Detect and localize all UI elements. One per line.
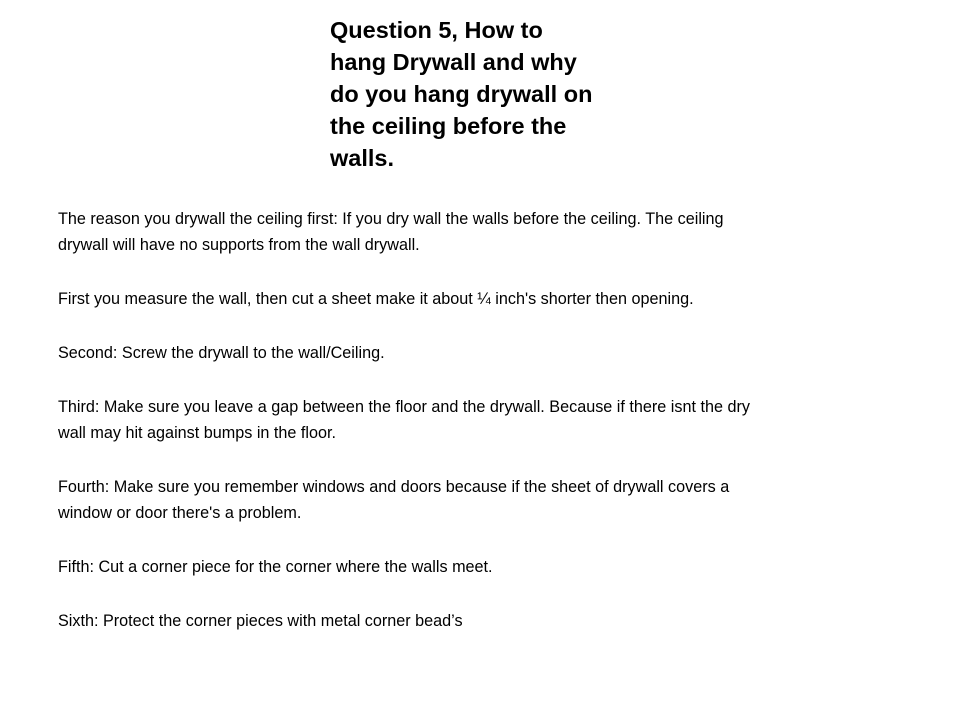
- paragraph-step-third: Third: Make sure you leave a gap between the floor and the drywall. Because if there isnt the dry wall may hit against bumps in the floor.: [58, 398, 750, 442]
- paragraph-ceiling-reason: The reason you drywall the ceiling first: If you dry wall the walls before the ceiling. The ceiling drywall will have no supports from the wall drywall.: [58, 210, 724, 254]
- paragraph-step-sixth: Sixth: Protect the corner pieces with metal corner bead’s: [58, 612, 463, 630]
- paragraph-step-fourth: Fourth: Make sure you remember windows and doors because if the sheet of drywall covers a window or door there's a problem.: [58, 478, 730, 522]
- slide-title: Question 5, How to hang Drywall and why do you hang drywall on the ceiling before the walls.: [330, 17, 593, 171]
- paragraph-step-first: First you measure the wall, then cut a sheet make it about ¼ inch's shorter then opening.: [58, 290, 694, 308]
- paragraph-step-fifth: Fifth: Cut a corner piece for the corner where the walls meet.: [58, 558, 493, 576]
- slide-body: [58, 206, 908, 634]
- paragraph-step-second: Second: Screw the drywall to the wall/Ceiling.: [58, 344, 385, 362]
